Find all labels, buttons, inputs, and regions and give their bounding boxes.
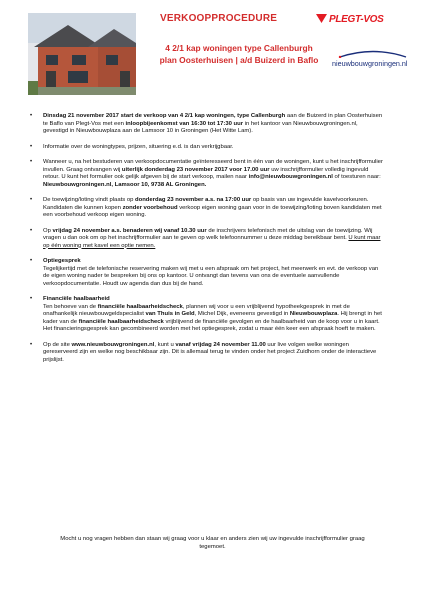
- list-item: [29, 144, 384, 152]
- text-segment: Informatie over de woningtypes, prijzen, situering e.d. is dan verkrijgbaar.: [43, 143, 234, 150]
- text-segment: uur live volgen welke woningen gereserveerd zijn en welke nog beschikbaar zijn. Dit is allemaal terug te vinden onder het project Zuidhorn onder de interactieve prijslijst.: [43, 341, 377, 363]
- nieuwbouwgroningen-logo: [332, 48, 414, 70]
- emphasis: financiële haalbaarheidscheck: [78, 318, 164, 325]
- list-item: [29, 197, 384, 220]
- call-date: vrijdag 24 november a.s. benaderen wij vanaf 10.30 uur: [52, 227, 207, 234]
- emphasis: zonder voorbehoud: [122, 204, 178, 211]
- emphasis: financiële haalbaarheidscheck: [97, 303, 183, 310]
- text-segment: verkoop eigen woning gaan voor in de toewijzing/loting boven kandidaten met een voorbehoud verkoop eigen woning.: [43, 204, 382, 218]
- procedure-list: [29, 113, 384, 364]
- meeting-time: inloopbijeenkomst van 16:30 tot 17:30 uur: [125, 120, 244, 127]
- text-segment: . Hij brengt in het kader van de: [43, 311, 382, 325]
- bullet-icon: •: [30, 113, 33, 119]
- text-segment: in het kantoor van Nieuwbouwgroningen.nl, gevestigd in Nieuwbouwplaza aan de Lamsoor 10 in Groningen (Het Witte Lam).: [43, 120, 358, 134]
- bullet-icon: •: [30, 296, 33, 302]
- live-follow-date: vanaf vrijdag 24 november 11.00: [175, 341, 266, 348]
- text-segment: , kunt u: [154, 341, 176, 348]
- text-segment: Tegelijkertijd met de telefonische reservering maken wij met u een afspraak om het project, het meerwerk en evt. de verkoop van de eigen woning nader te bespreken bij ons op kantoor. U ontvangt dan tevens van ons de eventuele aanvullende verkoopdocumentatie. Houdt uw agenda dan dus bij de hand.: [43, 265, 379, 287]
- sale-start-date: Dinsdag 21 november 2017 start de verkoop van 4 2/1 kap woningen, type Callenburgh: [43, 113, 286, 119]
- email-link[interactable]: info@nieuwbouwgroningen.nl: [248, 174, 333, 180]
- bullet-icon: •: [30, 227, 33, 234]
- paragraph: [43, 304, 384, 334]
- list-item: [29, 258, 384, 288]
- text-segment: Op de site: [43, 341, 72, 348]
- text-segment: of toesturen naar:: [332, 174, 381, 180]
- one-option-notice: U kunt maar op één woning met kavel een optie nemen.: [43, 235, 381, 249]
- plegt-vos-mark-icon: [316, 14, 327, 23]
- list-item: [29, 228, 384, 251]
- text-segment: Ten behoeve van de: [43, 303, 98, 310]
- text-segment: , Michel Dijk, eveneens gevestigd in: [194, 311, 290, 317]
- emphasis: van Thuis in Geld: [145, 311, 195, 317]
- deadline: uiterlijk donderdag 23 november 2017 voor 17.00 uur: [121, 166, 270, 173]
- list-item: [29, 296, 384, 334]
- text-segment: uw inschrijfformulier volledig ingevuld retour. U kunt het formulier ook gelijk afgeven bij de start verkoop, mailen naar: [43, 166, 369, 180]
- section-heading: Financiële haalbaarheid: [43, 296, 110, 302]
- section-heading: Optiegesprek: [43, 258, 81, 264]
- text-segment: op basis van uw ingevulde kavelvoorkeuren. Kandidaten die kunnen kopen: [43, 197, 369, 211]
- document-subtitle: [154, 42, 324, 66]
- house-photo: [28, 13, 136, 95]
- subtitle-line-1: 4 2/1 kap woningen type Callenburgh: [165, 43, 313, 53]
- text-segment: de inschrijvers telefonisch met de uitslag van de toewijzing. Wij vragen u dan ook om op het inschrijfformulier aan te geven op welk telefoonnummer u deze middag bereikbaar bent.: [43, 227, 373, 241]
- plegt-vos-logo: [316, 14, 384, 25]
- website-link[interactable]: www.nieuwbouwgroningen.nl: [71, 341, 155, 348]
- text-segment: , plannen wij voor u een vrijblijvend hypotheekgesprek in met de onafhankelijk nieuwbouwgeldspecialist: [43, 303, 350, 317]
- list-item: [29, 113, 384, 136]
- closing-text: Mocht u nog vragen hebben dan staan wij graag voor u klaar en anders zien wij uw ingevulde inschrijfformulier graag tegemoet.: [60, 536, 365, 550]
- text-segment: aan de Buizerd in plan Oosterhuisen te Baflo van Plegt-Vos met een: [43, 113, 383, 127]
- logo-arc-icon: [334, 48, 412, 58]
- plegt-vos-logo-text: PLEGT-VOS: [329, 14, 384, 25]
- bullet-icon: •: [30, 143, 33, 150]
- bullet-icon: •: [30, 341, 33, 348]
- bullet-icon: •: [30, 159, 33, 165]
- text-segment: De toewijzing/loting vindt plaats op: [43, 197, 136, 203]
- text-segment: Op: [43, 227, 53, 234]
- bullet-icon: •: [30, 258, 33, 264]
- nieuwbouwgroningen-logo-text: nieuwbouwgroningen.nl: [332, 59, 408, 68]
- list-item: [29, 342, 384, 365]
- document-title: VERKOOPPROCEDURE: [160, 13, 278, 24]
- postal-address: Nieuwbouwgroningen.nl, Lamsoor 10, 9738 AL Groningen.: [43, 181, 207, 188]
- bullet-icon: •: [30, 197, 33, 203]
- list-item: [29, 159, 384, 189]
- text-segment: vrijblijvend de financiële gevolgen en de haalbaarheid van de koop voor u in kaart. Het financieringsgesprek kan gecombineerd worden met het optiegesprek, zodat u maar één keer een afspraak hoeft te maken.: [43, 318, 380, 332]
- text-segment: Wanneer u, na het bestuderen van verkoopdocumentatie geïnteresseerd bent in één van de woningen, kunt u het inschrijfformulier invullen. Graag ontvangen wij: [43, 159, 383, 173]
- allocation-date: donderdag 23 november a.s. na 17:00 uur: [135, 197, 252, 203]
- subtitle-line-2: plan Oosterhuisen | a/d Buizerd in Baflo: [159, 55, 319, 65]
- emphasis: Nieuwbouwplaza: [289, 311, 338, 317]
